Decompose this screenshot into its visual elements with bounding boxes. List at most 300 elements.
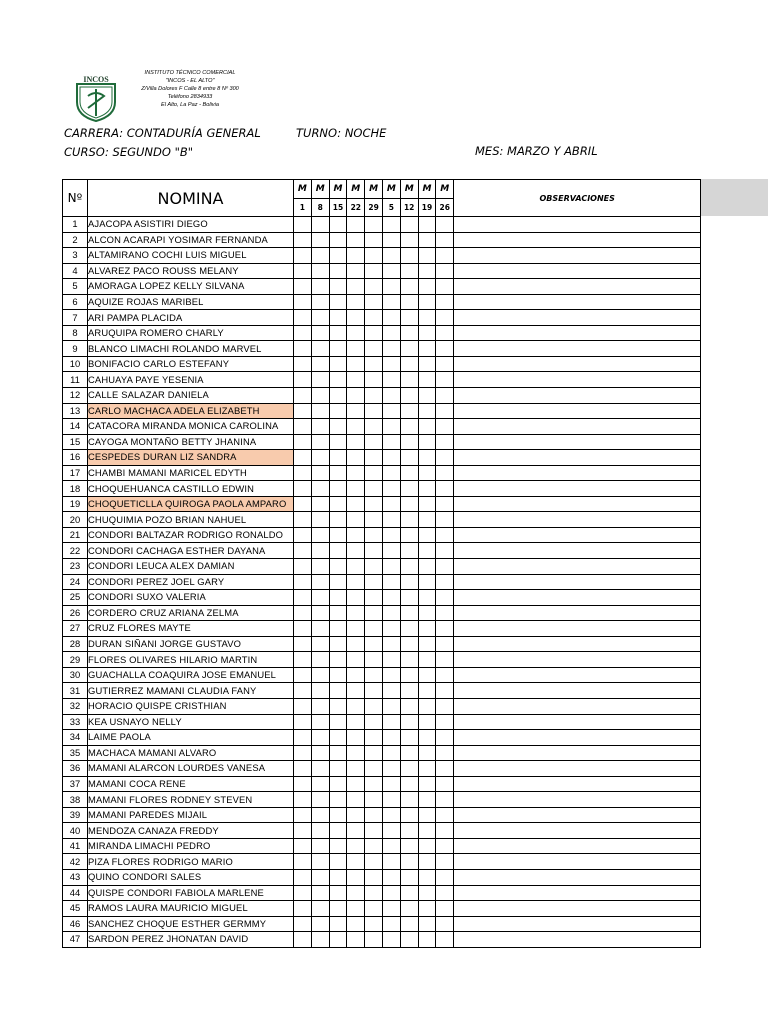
attendance-cell[interactable] <box>311 901 329 917</box>
attendance-cell[interactable] <box>329 807 347 823</box>
observation-cell[interactable] <box>454 885 701 901</box>
attendance-cell[interactable] <box>400 745 418 761</box>
attendance-cell[interactable] <box>294 217 312 233</box>
attendance-cell[interactable] <box>436 605 454 621</box>
attendance-cell[interactable] <box>311 652 329 668</box>
attendance-cell[interactable] <box>347 636 365 652</box>
attendance-cell[interactable] <box>347 217 365 233</box>
attendance-cell[interactable] <box>436 279 454 295</box>
attendance-cell[interactable] <box>365 403 383 419</box>
attendance-cell[interactable] <box>311 823 329 839</box>
attendance-cell[interactable] <box>347 714 365 730</box>
attendance-cell[interactable] <box>294 807 312 823</box>
attendance-cell[interactable] <box>382 372 400 388</box>
attendance-cell[interactable] <box>400 901 418 917</box>
attendance-cell[interactable] <box>418 667 436 683</box>
attendance-cell[interactable] <box>329 325 347 341</box>
attendance-cell[interactable] <box>400 372 418 388</box>
attendance-cell[interactable] <box>436 388 454 404</box>
attendance-cell[interactable] <box>329 310 347 326</box>
attendance-cell[interactable] <box>400 403 418 419</box>
attendance-cell[interactable] <box>329 761 347 777</box>
attendance-cell[interactable] <box>294 310 312 326</box>
attendance-cell[interactable] <box>418 325 436 341</box>
attendance-cell[interactable] <box>329 450 347 466</box>
attendance-cell[interactable] <box>382 388 400 404</box>
observation-cell[interactable] <box>454 434 701 450</box>
attendance-cell[interactable] <box>400 356 418 372</box>
attendance-cell[interactable] <box>365 496 383 512</box>
attendance-cell[interactable] <box>365 388 383 404</box>
attendance-cell[interactable] <box>347 652 365 668</box>
attendance-cell[interactable] <box>311 450 329 466</box>
attendance-cell[interactable] <box>311 356 329 372</box>
observation-cell[interactable] <box>454 325 701 341</box>
attendance-cell[interactable] <box>311 698 329 714</box>
attendance-cell[interactable] <box>365 419 383 435</box>
attendance-cell[interactable] <box>418 294 436 310</box>
attendance-cell[interactable] <box>400 823 418 839</box>
attendance-cell[interactable] <box>382 248 400 264</box>
observation-cell[interactable] <box>454 901 701 917</box>
attendance-cell[interactable] <box>365 916 383 932</box>
attendance-cell[interactable] <box>382 916 400 932</box>
attendance-cell[interactable] <box>365 527 383 543</box>
attendance-cell[interactable] <box>365 590 383 606</box>
attendance-cell[interactable] <box>311 730 329 746</box>
attendance-cell[interactable] <box>400 636 418 652</box>
attendance-cell[interactable] <box>382 512 400 528</box>
attendance-cell[interactable] <box>329 714 347 730</box>
attendance-cell[interactable] <box>329 481 347 497</box>
attendance-cell[interactable] <box>311 294 329 310</box>
attendance-cell[interactable] <box>347 698 365 714</box>
attendance-cell[interactable] <box>329 901 347 917</box>
observation-cell[interactable] <box>454 761 701 777</box>
attendance-cell[interactable] <box>329 916 347 932</box>
attendance-cell[interactable] <box>329 590 347 606</box>
attendance-cell[interactable] <box>365 279 383 295</box>
attendance-cell[interactable] <box>347 761 365 777</box>
observation-cell[interactable] <box>454 279 701 295</box>
attendance-cell[interactable] <box>436 698 454 714</box>
attendance-cell[interactable] <box>382 776 400 792</box>
attendance-cell[interactable] <box>365 372 383 388</box>
attendance-cell[interactable] <box>347 263 365 279</box>
attendance-cell[interactable] <box>400 263 418 279</box>
attendance-cell[interactable] <box>400 527 418 543</box>
attendance-cell[interactable] <box>329 496 347 512</box>
attendance-cell[interactable] <box>329 854 347 870</box>
attendance-cell[interactable] <box>418 263 436 279</box>
attendance-cell[interactable] <box>311 419 329 435</box>
attendance-cell[interactable] <box>400 419 418 435</box>
attendance-cell[interactable] <box>436 403 454 419</box>
attendance-cell[interactable] <box>311 388 329 404</box>
attendance-cell[interactable] <box>418 698 436 714</box>
attendance-cell[interactable] <box>329 512 347 528</box>
attendance-cell[interactable] <box>382 745 400 761</box>
attendance-cell[interactable] <box>311 916 329 932</box>
attendance-cell[interactable] <box>365 838 383 854</box>
attendance-cell[interactable] <box>294 761 312 777</box>
attendance-cell[interactable] <box>347 823 365 839</box>
attendance-cell[interactable] <box>382 932 400 948</box>
observation-cell[interactable] <box>454 512 701 528</box>
attendance-cell[interactable] <box>418 745 436 761</box>
attendance-cell[interactable] <box>311 527 329 543</box>
attendance-cell[interactable] <box>365 341 383 357</box>
attendance-cell[interactable] <box>418 481 436 497</box>
observation-cell[interactable] <box>454 932 701 948</box>
observation-cell[interactable] <box>454 714 701 730</box>
attendance-cell[interactable] <box>400 869 418 885</box>
attendance-cell[interactable] <box>329 388 347 404</box>
attendance-cell[interactable] <box>365 698 383 714</box>
attendance-cell[interactable] <box>311 807 329 823</box>
attendance-cell[interactable] <box>311 512 329 528</box>
attendance-cell[interactable] <box>294 714 312 730</box>
attendance-cell[interactable] <box>382 667 400 683</box>
attendance-cell[interactable] <box>347 885 365 901</box>
attendance-cell[interactable] <box>418 248 436 264</box>
observation-cell[interactable] <box>454 217 701 233</box>
attendance-cell[interactable] <box>382 574 400 590</box>
attendance-cell[interactable] <box>347 730 365 746</box>
attendance-cell[interactable] <box>400 434 418 450</box>
attendance-cell[interactable] <box>294 776 312 792</box>
observation-cell[interactable] <box>454 621 701 637</box>
observation-cell[interactable] <box>454 807 701 823</box>
observation-cell[interactable] <box>454 527 701 543</box>
attendance-cell[interactable] <box>436 730 454 746</box>
attendance-cell[interactable] <box>311 667 329 683</box>
attendance-cell[interactable] <box>436 372 454 388</box>
attendance-cell[interactable] <box>436 667 454 683</box>
observation-cell[interactable] <box>454 310 701 326</box>
attendance-cell[interactable] <box>311 481 329 497</box>
attendance-cell[interactable] <box>418 450 436 466</box>
attendance-cell[interactable] <box>347 745 365 761</box>
attendance-cell[interactable] <box>418 419 436 435</box>
attendance-cell[interactable] <box>347 792 365 808</box>
attendance-cell[interactable] <box>365 730 383 746</box>
attendance-cell[interactable] <box>329 356 347 372</box>
attendance-cell[interactable] <box>382 761 400 777</box>
attendance-cell[interactable] <box>436 543 454 559</box>
attendance-cell[interactable] <box>418 683 436 699</box>
attendance-cell[interactable] <box>347 481 365 497</box>
attendance-cell[interactable] <box>294 698 312 714</box>
attendance-cell[interactable] <box>347 465 365 481</box>
attendance-cell[interactable] <box>436 776 454 792</box>
attendance-cell[interactable] <box>436 761 454 777</box>
attendance-cell[interactable] <box>365 667 383 683</box>
attendance-cell[interactable] <box>382 636 400 652</box>
attendance-cell[interactable] <box>400 559 418 575</box>
observation-cell[interactable] <box>454 481 701 497</box>
attendance-cell[interactable] <box>365 683 383 699</box>
attendance-cell[interactable] <box>400 730 418 746</box>
attendance-cell[interactable] <box>418 621 436 637</box>
attendance-cell[interactable] <box>382 838 400 854</box>
attendance-cell[interactable] <box>294 543 312 559</box>
attendance-cell[interactable] <box>294 372 312 388</box>
attendance-cell[interactable] <box>382 543 400 559</box>
attendance-cell[interactable] <box>311 776 329 792</box>
attendance-cell[interactable] <box>400 807 418 823</box>
attendance-cell[interactable] <box>436 683 454 699</box>
attendance-cell[interactable] <box>382 294 400 310</box>
attendance-cell[interactable] <box>347 372 365 388</box>
attendance-cell[interactable] <box>436 434 454 450</box>
attendance-cell[interactable] <box>329 559 347 575</box>
attendance-cell[interactable] <box>418 465 436 481</box>
attendance-cell[interactable] <box>311 325 329 341</box>
attendance-cell[interactable] <box>311 838 329 854</box>
attendance-cell[interactable] <box>311 248 329 264</box>
attendance-cell[interactable] <box>400 543 418 559</box>
attendance-cell[interactable] <box>436 885 454 901</box>
attendance-cell[interactable] <box>382 807 400 823</box>
attendance-cell[interactable] <box>382 434 400 450</box>
attendance-cell[interactable] <box>365 217 383 233</box>
observation-cell[interactable] <box>454 667 701 683</box>
observation-cell[interactable] <box>454 559 701 575</box>
attendance-cell[interactable] <box>329 838 347 854</box>
attendance-cell[interactable] <box>436 527 454 543</box>
observation-cell[interactable] <box>454 792 701 808</box>
attendance-cell[interactable] <box>329 232 347 248</box>
attendance-cell[interactable] <box>418 496 436 512</box>
attendance-cell[interactable] <box>436 232 454 248</box>
attendance-cell[interactable] <box>365 932 383 948</box>
attendance-cell[interactable] <box>400 496 418 512</box>
attendance-cell[interactable] <box>365 450 383 466</box>
attendance-cell[interactable] <box>400 605 418 621</box>
attendance-cell[interactable] <box>365 901 383 917</box>
attendance-cell[interactable] <box>400 341 418 357</box>
attendance-cell[interactable] <box>382 465 400 481</box>
attendance-cell[interactable] <box>418 916 436 932</box>
attendance-cell[interactable] <box>418 761 436 777</box>
attendance-cell[interactable] <box>400 885 418 901</box>
attendance-cell[interactable] <box>382 698 400 714</box>
attendance-cell[interactable] <box>382 621 400 637</box>
attendance-cell[interactable] <box>436 932 454 948</box>
attendance-cell[interactable] <box>365 652 383 668</box>
observation-cell[interactable] <box>454 590 701 606</box>
attendance-cell[interactable] <box>382 325 400 341</box>
attendance-cell[interactable] <box>382 263 400 279</box>
attendance-cell[interactable] <box>311 543 329 559</box>
attendance-cell[interactable] <box>365 885 383 901</box>
attendance-cell[interactable] <box>329 294 347 310</box>
attendance-cell[interactable] <box>365 481 383 497</box>
attendance-cell[interactable] <box>418 807 436 823</box>
attendance-cell[interactable] <box>382 854 400 870</box>
attendance-cell[interactable] <box>329 792 347 808</box>
attendance-cell[interactable] <box>400 310 418 326</box>
attendance-cell[interactable] <box>311 310 329 326</box>
attendance-cell[interactable] <box>365 807 383 823</box>
attendance-cell[interactable] <box>400 574 418 590</box>
attendance-cell[interactable] <box>382 605 400 621</box>
attendance-cell[interactable] <box>436 636 454 652</box>
attendance-cell[interactable] <box>329 698 347 714</box>
attendance-cell[interactable] <box>294 916 312 932</box>
attendance-cell[interactable] <box>294 559 312 575</box>
attendance-cell[interactable] <box>329 527 347 543</box>
attendance-cell[interactable] <box>365 636 383 652</box>
attendance-cell[interactable] <box>418 512 436 528</box>
attendance-cell[interactable] <box>294 901 312 917</box>
attendance-cell[interactable] <box>347 279 365 295</box>
attendance-cell[interactable] <box>294 465 312 481</box>
attendance-cell[interactable] <box>418 434 436 450</box>
attendance-cell[interactable] <box>365 310 383 326</box>
attendance-cell[interactable] <box>365 621 383 637</box>
attendance-cell[interactable] <box>436 838 454 854</box>
attendance-cell[interactable] <box>365 792 383 808</box>
attendance-cell[interactable] <box>347 388 365 404</box>
attendance-cell[interactable] <box>382 559 400 575</box>
attendance-cell[interactable] <box>418 341 436 357</box>
attendance-cell[interactable] <box>365 823 383 839</box>
observation-cell[interactable] <box>454 869 701 885</box>
attendance-cell[interactable] <box>294 419 312 435</box>
attendance-cell[interactable] <box>294 730 312 746</box>
attendance-cell[interactable] <box>382 481 400 497</box>
attendance-cell[interactable] <box>436 419 454 435</box>
attendance-cell[interactable] <box>365 574 383 590</box>
attendance-cell[interactable] <box>365 356 383 372</box>
attendance-cell[interactable] <box>365 761 383 777</box>
attendance-cell[interactable] <box>347 325 365 341</box>
attendance-cell[interactable] <box>400 217 418 233</box>
attendance-cell[interactable] <box>382 901 400 917</box>
observation-cell[interactable] <box>454 294 701 310</box>
attendance-cell[interactable] <box>294 512 312 528</box>
attendance-cell[interactable] <box>382 419 400 435</box>
attendance-cell[interactable] <box>436 714 454 730</box>
attendance-cell[interactable] <box>294 248 312 264</box>
attendance-cell[interactable] <box>418 714 436 730</box>
attendance-cell[interactable] <box>365 465 383 481</box>
attendance-cell[interactable] <box>382 217 400 233</box>
attendance-cell[interactable] <box>347 403 365 419</box>
attendance-cell[interactable] <box>311 574 329 590</box>
observation-cell[interactable] <box>454 636 701 652</box>
attendance-cell[interactable] <box>294 652 312 668</box>
attendance-cell[interactable] <box>311 714 329 730</box>
attendance-cell[interactable] <box>347 854 365 870</box>
attendance-cell[interactable] <box>418 232 436 248</box>
attendance-cell[interactable] <box>436 356 454 372</box>
attendance-cell[interactable] <box>400 621 418 637</box>
attendance-cell[interactable] <box>382 232 400 248</box>
attendance-cell[interactable] <box>329 776 347 792</box>
observation-cell[interactable] <box>454 838 701 854</box>
attendance-cell[interactable] <box>347 512 365 528</box>
attendance-cell[interactable] <box>294 932 312 948</box>
attendance-cell[interactable] <box>347 356 365 372</box>
attendance-cell[interactable] <box>382 683 400 699</box>
attendance-cell[interactable] <box>436 248 454 264</box>
attendance-cell[interactable] <box>436 869 454 885</box>
attendance-cell[interactable] <box>294 683 312 699</box>
attendance-cell[interactable] <box>365 854 383 870</box>
attendance-cell[interactable] <box>294 356 312 372</box>
attendance-cell[interactable] <box>400 450 418 466</box>
attendance-cell[interactable] <box>294 450 312 466</box>
attendance-cell[interactable] <box>311 636 329 652</box>
attendance-cell[interactable] <box>329 683 347 699</box>
attendance-cell[interactable] <box>382 310 400 326</box>
attendance-cell[interactable] <box>347 543 365 559</box>
attendance-cell[interactable] <box>347 667 365 683</box>
attendance-cell[interactable] <box>294 885 312 901</box>
attendance-cell[interactable] <box>294 481 312 497</box>
attendance-cell[interactable] <box>311 434 329 450</box>
attendance-cell[interactable] <box>436 263 454 279</box>
attendance-cell[interactable] <box>400 465 418 481</box>
attendance-cell[interactable] <box>329 745 347 761</box>
attendance-cell[interactable] <box>365 543 383 559</box>
observation-cell[interactable] <box>454 823 701 839</box>
observation-cell[interactable] <box>454 248 701 264</box>
attendance-cell[interactable] <box>418 372 436 388</box>
attendance-cell[interactable] <box>436 465 454 481</box>
attendance-cell[interactable] <box>365 776 383 792</box>
attendance-cell[interactable] <box>311 854 329 870</box>
attendance-cell[interactable] <box>400 590 418 606</box>
attendance-cell[interactable] <box>382 356 400 372</box>
attendance-cell[interactable] <box>329 869 347 885</box>
attendance-cell[interactable] <box>436 621 454 637</box>
attendance-cell[interactable] <box>382 590 400 606</box>
attendance-cell[interactable] <box>294 279 312 295</box>
attendance-cell[interactable] <box>418 388 436 404</box>
attendance-cell[interactable] <box>329 248 347 264</box>
attendance-cell[interactable] <box>418 730 436 746</box>
attendance-cell[interactable] <box>329 730 347 746</box>
attendance-cell[interactable] <box>382 279 400 295</box>
attendance-cell[interactable] <box>365 232 383 248</box>
attendance-cell[interactable] <box>382 496 400 512</box>
attendance-cell[interactable] <box>294 792 312 808</box>
attendance-cell[interactable] <box>436 512 454 528</box>
attendance-cell[interactable] <box>311 496 329 512</box>
attendance-cell[interactable] <box>294 823 312 839</box>
attendance-cell[interactable] <box>347 341 365 357</box>
attendance-cell[interactable] <box>347 419 365 435</box>
observation-cell[interactable] <box>454 465 701 481</box>
attendance-cell[interactable] <box>329 636 347 652</box>
attendance-cell[interactable] <box>329 279 347 295</box>
attendance-cell[interactable] <box>347 807 365 823</box>
attendance-cell[interactable] <box>311 605 329 621</box>
attendance-cell[interactable] <box>311 683 329 699</box>
attendance-cell[interactable] <box>365 745 383 761</box>
attendance-cell[interactable] <box>418 310 436 326</box>
attendance-cell[interactable] <box>418 605 436 621</box>
attendance-cell[interactable] <box>436 217 454 233</box>
attendance-cell[interactable] <box>329 823 347 839</box>
attendance-cell[interactable] <box>294 263 312 279</box>
attendance-cell[interactable] <box>436 916 454 932</box>
attendance-cell[interactable] <box>418 932 436 948</box>
